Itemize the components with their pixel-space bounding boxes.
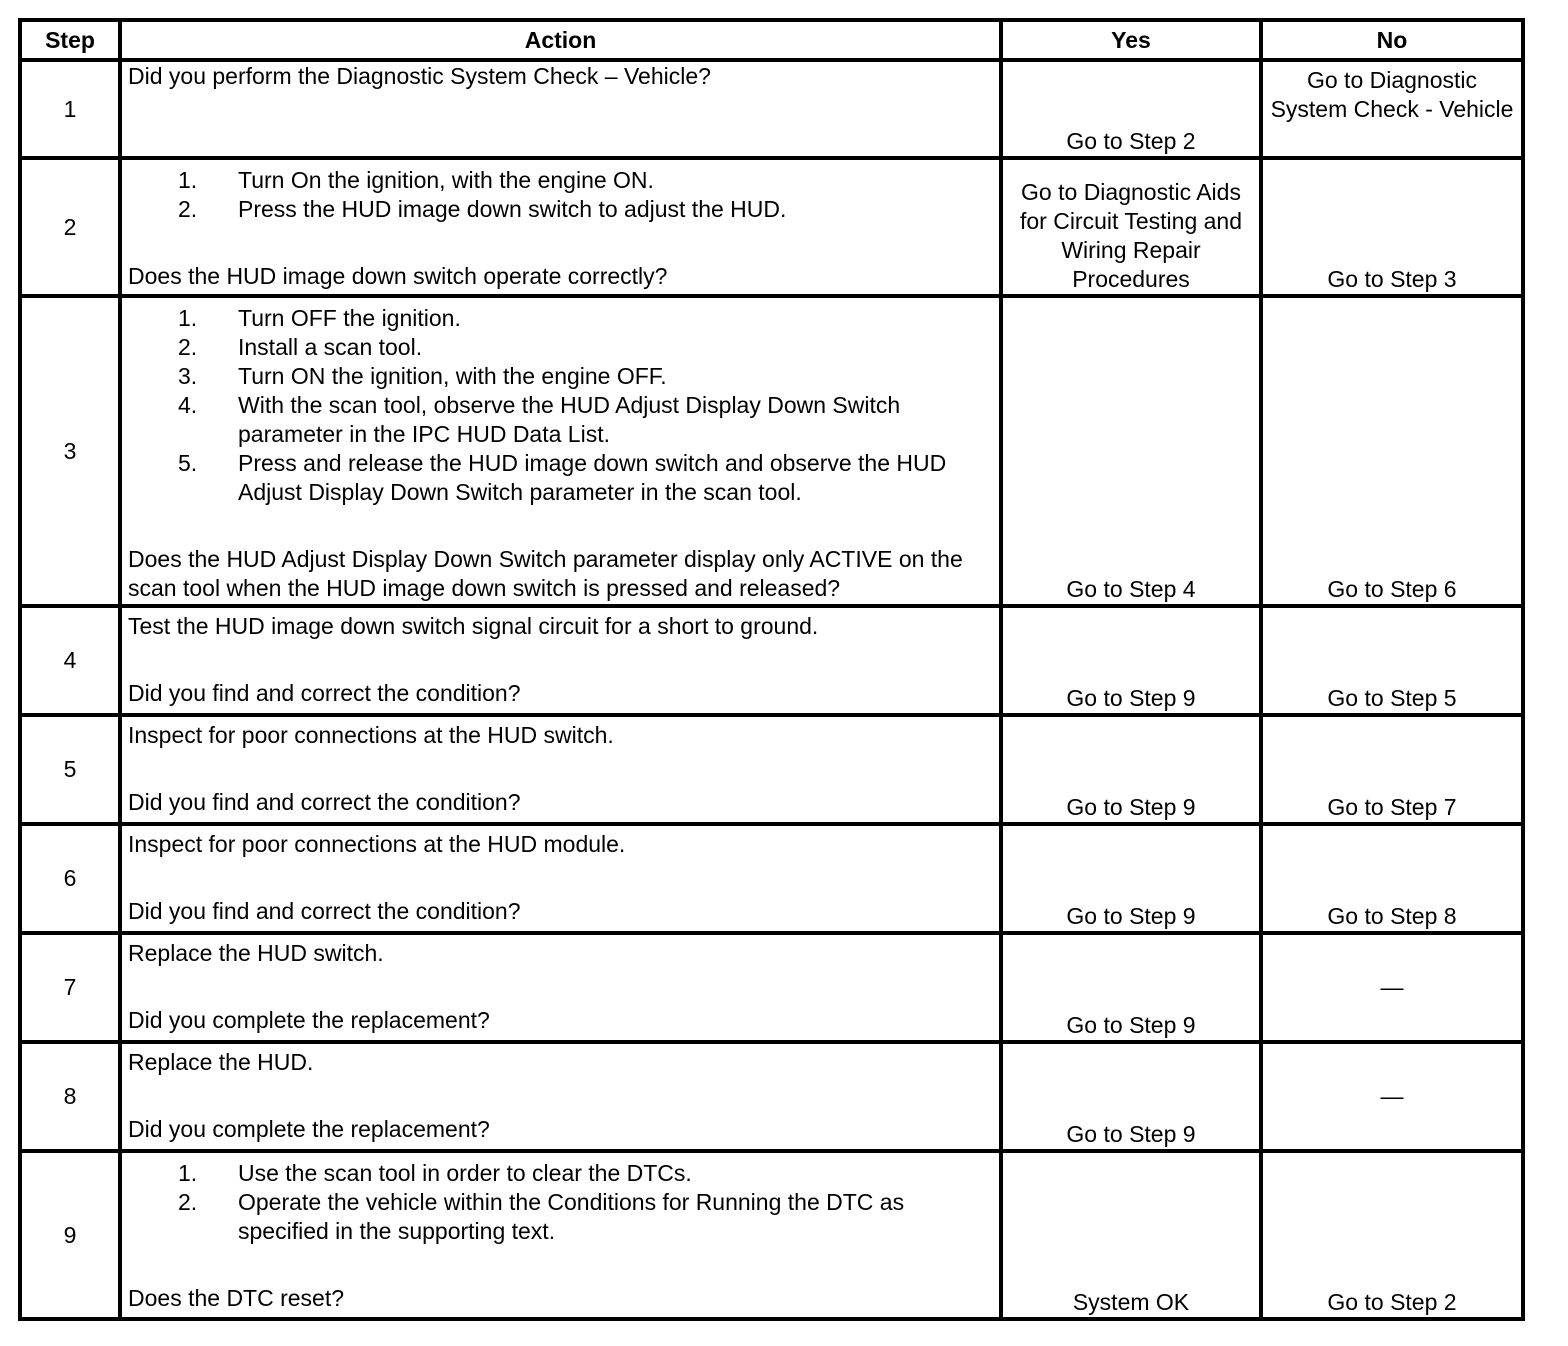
action-cell bbox=[120, 606, 1001, 715]
header-step: Step bbox=[20, 20, 120, 60]
procedure-item: 1. Turn On the ignition, with the engine ON. bbox=[178, 167, 654, 193]
procedure-item: 5. Press and release the HUD image down switch and observe the HUD Adjust Display Down Switch parameter in the scan tool. bbox=[178, 450, 947, 505]
yes-result: Go to Step 9 bbox=[1001, 1042, 1261, 1151]
no-result: Go to Step 3 bbox=[1261, 158, 1523, 296]
procedure-item: 1. Turn OFF the ignition. bbox=[178, 305, 461, 331]
action-intro: Inspect for poor connections at the HUD switch. bbox=[128, 722, 614, 748]
table-row bbox=[20, 1042, 1523, 1151]
no-result: — bbox=[1261, 1042, 1523, 1151]
procedure-list bbox=[128, 166, 993, 224]
step-number: 9 bbox=[20, 1151, 120, 1319]
action-cell bbox=[120, 296, 1001, 606]
action-question: Does the DTC reset? bbox=[128, 1285, 345, 1311]
header-yes: Yes bbox=[1001, 20, 1261, 60]
header-row bbox=[20, 20, 1523, 60]
header-no: No bbox=[1261, 20, 1523, 60]
action-cell bbox=[120, 60, 1001, 158]
action-intro: Replace the HUD switch. bbox=[128, 940, 384, 966]
table-row bbox=[20, 296, 1523, 606]
yes-result: System OK bbox=[1001, 1151, 1261, 1319]
procedure-list bbox=[128, 304, 993, 507]
no-result: — bbox=[1261, 933, 1523, 1042]
action-question: Did you find and correct the condition? bbox=[128, 789, 521, 815]
yes-result: Go to Step 9 bbox=[1001, 933, 1261, 1042]
yes-result: Go to Diagnostic Aids for Circuit Testing and Wiring Repair Procedures bbox=[1001, 158, 1261, 296]
table-row bbox=[20, 606, 1523, 715]
no-result: Go to Diagnostic System Check - Vehicle bbox=[1261, 60, 1523, 158]
procedure-list bbox=[128, 1159, 993, 1246]
action-cell bbox=[120, 933, 1001, 1042]
action-cell bbox=[120, 1042, 1001, 1151]
procedure-item: 3. Turn ON the ignition, with the engine OFF. bbox=[178, 363, 667, 389]
diagnostic-table bbox=[18, 18, 1525, 1321]
action-intro: Inspect for poor connections at the HUD module. bbox=[128, 831, 626, 857]
action-question: Did you find and correct the condition? bbox=[128, 680, 521, 706]
table-row bbox=[20, 715, 1523, 824]
action-question: Does the HUD Adjust Display Down Switch parameter display only ACTIVE on the scan tool when the HUD image down switch is pressed and released? bbox=[128, 546, 963, 601]
table-row bbox=[20, 933, 1523, 1042]
table-row bbox=[20, 60, 1523, 158]
no-result: Go to Step 6 bbox=[1261, 296, 1523, 606]
action-question: Did you find and correct the condition? bbox=[128, 898, 521, 924]
action-intro: Test the HUD image down switch signal circuit for a short to ground. bbox=[128, 613, 819, 639]
step-number: 4 bbox=[20, 606, 120, 715]
step-number: 3 bbox=[20, 296, 120, 606]
table-row bbox=[20, 824, 1523, 933]
action-intro: Replace the HUD. bbox=[128, 1049, 314, 1075]
procedure-item: 1. Use the scan tool in order to clear the DTCs. bbox=[178, 1160, 692, 1186]
step-number: 1 bbox=[20, 60, 120, 158]
procedure-item: 2. Operate the vehicle within the Conditions for Running the DTC as specified in the supporting text. bbox=[178, 1189, 905, 1244]
header-action: Action bbox=[120, 20, 1001, 60]
action-cell bbox=[120, 824, 1001, 933]
yes-result: Go to Step 9 bbox=[1001, 606, 1261, 715]
yes-result: Go to Step 9 bbox=[1001, 824, 1261, 933]
action-cell bbox=[120, 1151, 1001, 1319]
table-row bbox=[20, 1151, 1523, 1319]
procedure-item: 4. With the scan tool, observe the HUD Adjust Display Down Switch parameter in the IPC HUD Data List. bbox=[178, 392, 901, 447]
no-result: Go to Step 2 bbox=[1261, 1151, 1523, 1319]
yes-result: Go to Step 2 bbox=[1001, 60, 1261, 158]
no-result: Go to Step 8 bbox=[1261, 824, 1523, 933]
step-number: 8 bbox=[20, 1042, 120, 1151]
action-question: Did you perform the Diagnostic System Check – Vehicle? bbox=[128, 63, 711, 89]
procedure-item: 2. Install a scan tool. bbox=[178, 334, 423, 360]
action-question: Does the HUD image down switch operate correctly? bbox=[128, 263, 668, 289]
no-result: Go to Step 7 bbox=[1261, 715, 1523, 824]
step-number: 7 bbox=[20, 933, 120, 1042]
action-cell bbox=[120, 715, 1001, 824]
table-row bbox=[20, 158, 1523, 296]
yes-result: Go to Step 4 bbox=[1001, 296, 1261, 606]
procedure-item: 2. Press the HUD image down switch to adjust the HUD. bbox=[178, 196, 787, 222]
step-number: 5 bbox=[20, 715, 120, 824]
step-number: 6 bbox=[20, 824, 120, 933]
action-question: Did you complete the replacement? bbox=[128, 1007, 490, 1033]
step-number: 2 bbox=[20, 158, 120, 296]
action-cell bbox=[120, 158, 1001, 296]
no-result: Go to Step 5 bbox=[1261, 606, 1523, 715]
yes-result: Go to Step 9 bbox=[1001, 715, 1261, 824]
action-question: Did you complete the replacement? bbox=[128, 1116, 490, 1142]
